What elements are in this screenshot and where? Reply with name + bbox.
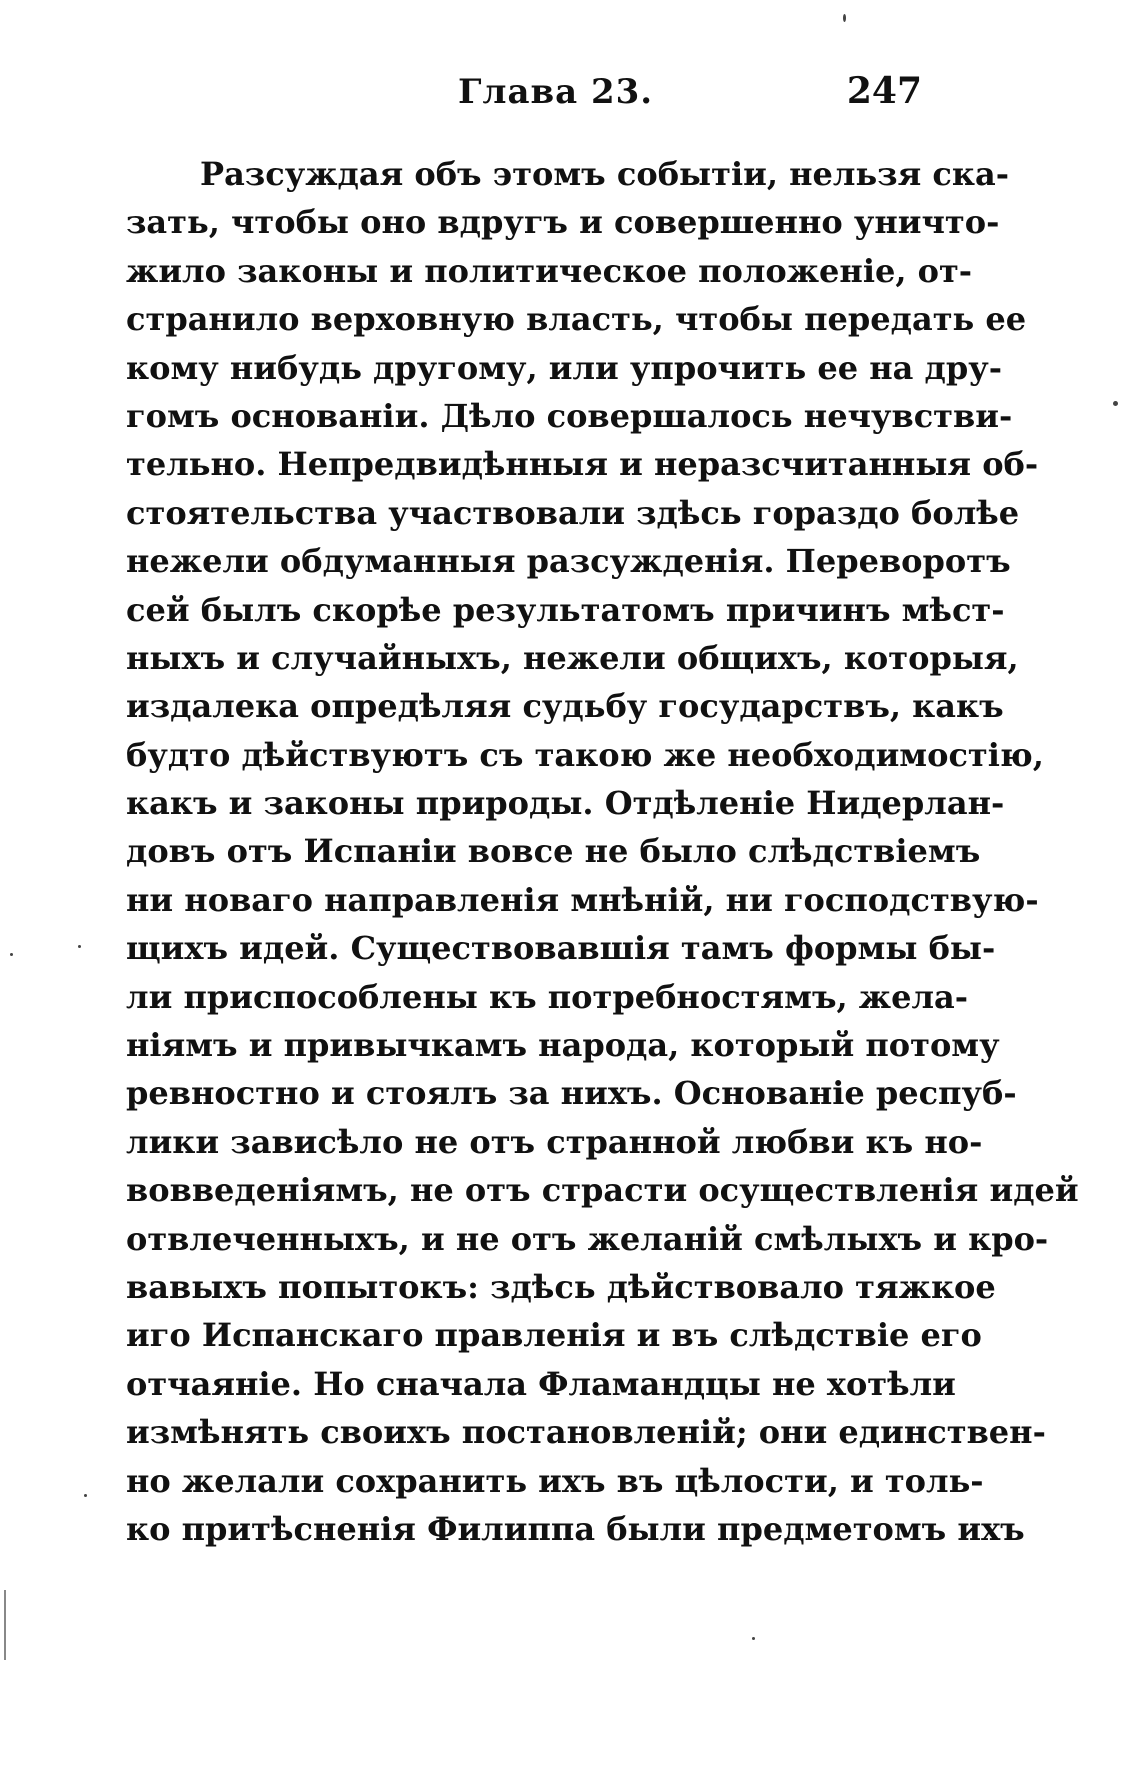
text-line: зать, чтобы оно вдругъ и совершенно уничто- (126, 203, 1000, 242)
text-line: ныхъ и случайныхъ, нежели общихъ, которыя, (126, 638, 1019, 677)
text-line: сей былъ скорѣе результатомъ причинъ мѣст- (126, 590, 1005, 629)
text-line: стоятельства участвовали здѣсь гораздо болѣе (126, 493, 1020, 532)
text-line: ни новаго направленія мнѣній, ни господствую- (126, 880, 1039, 919)
text-line: довъ отъ Испаніи вовсе не было слѣдствіемъ (126, 832, 981, 871)
text-line: гомъ основаніи. Дѣло совершалось нечувстви- (126, 396, 1013, 435)
text-line: странило верховную власть, чтобы передать ее (126, 300, 1027, 339)
running-head (0, 68, 1140, 118)
text-line: ко притѣсненія Филиппа были предметомъ ихъ (126, 1509, 1025, 1548)
text-line: иго Испанскаго правленія и въ слѣдствіе его (126, 1316, 982, 1355)
text-line: отчаяніе. Но сначала Фламандцы не хотѣли (126, 1364, 956, 1403)
text-line: но желали сохранить ихъ въ цѣлости, и толь- (126, 1461, 984, 1500)
scan-edge-mark (4, 1590, 6, 1660)
text-line: нежели обдуманныя разсужденія. Переворотъ (126, 542, 1011, 581)
text-line: жило законы и политическое положеніе, от- (126, 251, 973, 290)
text-line: ли приспособлены къ потребностямъ, жела- (126, 977, 969, 1016)
scan-speck (752, 1637, 755, 1640)
scan-speck (1113, 401, 1118, 406)
text-line: лики зависѣло не отъ странной любви къ но- (126, 1122, 983, 1161)
page-number: 247 (846, 70, 922, 112)
text-line: будто дѣйствуютъ съ такою же необходимостію, (126, 735, 1044, 774)
chapter-heading: Глава 23. (458, 72, 654, 112)
body-text (126, 150, 1079, 1553)
text-line: вавыхъ попытокъ: здѣсь дѣйствовало тяжкое (126, 1267, 996, 1306)
text-line: какъ и законы природы. Отдѣленіе Нидерлан- (126, 784, 1005, 823)
scan-speck (843, 14, 846, 22)
text-line: ніямъ и привычкамъ народа, который потому (126, 1026, 1000, 1065)
text-line: щихъ идей. Существовавшія тамъ формы бы- (126, 929, 996, 968)
text-line: вовведеніямъ, не отъ страсти осуществленія идей (126, 1171, 1079, 1210)
text-line: отвлеченныхъ, и не отъ желаній смѣлыхъ и кро- (126, 1219, 1049, 1258)
text-line: измѣнять своихъ постановленій; они единствен- (126, 1413, 1046, 1452)
scan-speck (78, 945, 81, 948)
text-line: тельно. Непредвидѣнныя и неразсчитанныя об- (126, 445, 1039, 484)
text-line: Разсуждая объ этомъ событіи, нельзя ска- (200, 155, 1009, 193)
text-line: ревностно и стоялъ за нихъ. Основаніе респуб- (126, 1074, 1017, 1113)
scan-speck (10, 953, 13, 956)
text-line: издалека опредѣляя судьбу государствъ, какъ (126, 687, 1004, 726)
text-line: кому нибудь другому, или упрочить ее на дру- (126, 348, 1003, 387)
scan-speck (84, 1494, 87, 1497)
